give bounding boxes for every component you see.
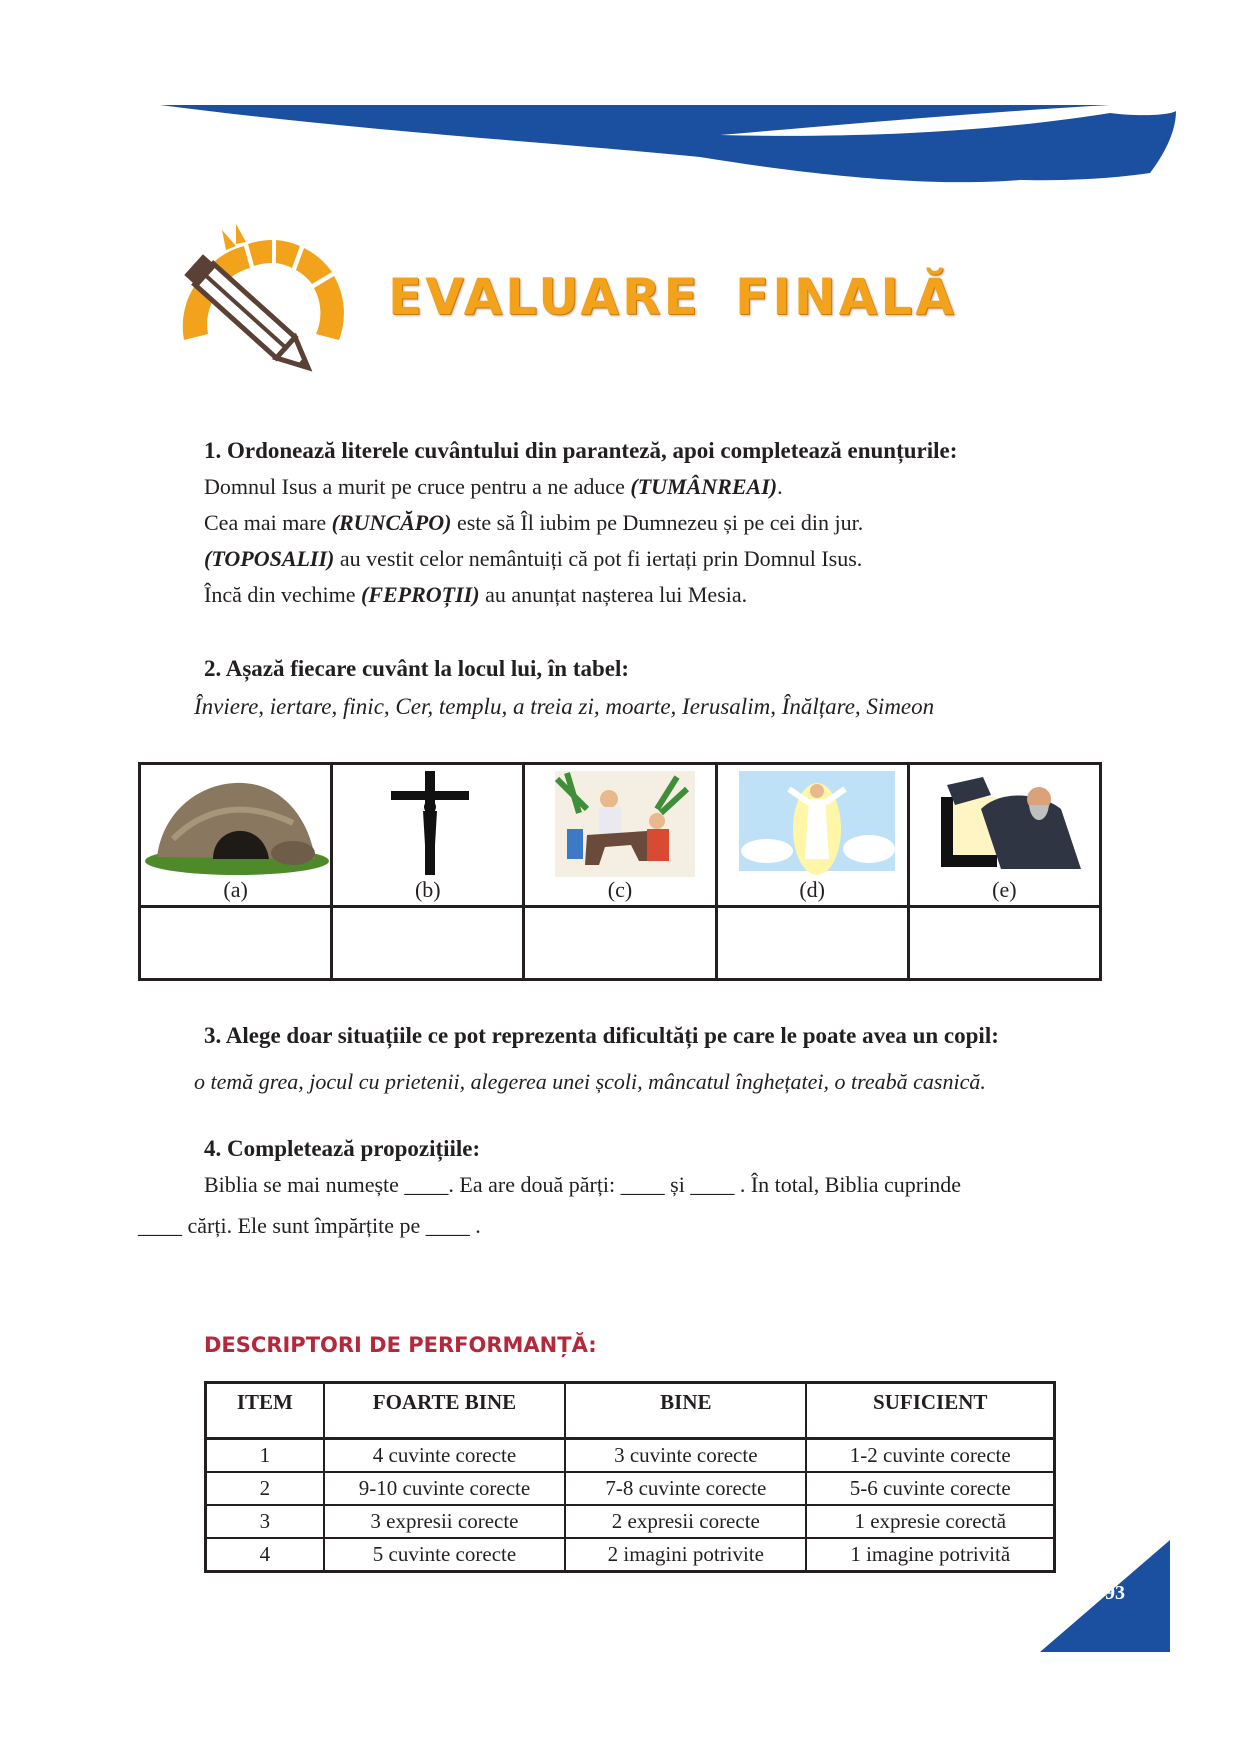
cell: 3 expresii corecte <box>324 1505 565 1538</box>
header-item: ITEM <box>206 1383 324 1439</box>
page-number: 93 <box>1105 1582 1125 1604</box>
table-row <box>206 1505 1055 1538</box>
exercise-1-line-4: Încă din vechime (FEPROȚII) au anunțat nașterea lui Mesia. <box>204 582 748 607</box>
exercise-3-options: o temă grea, jocul cu prietenii, alegerea unei școli, mâncatul înghețatei, o treabă casnică. <box>194 1069 986 1094</box>
cell: 1 imagine potrivită <box>806 1538 1054 1572</box>
answer-cell-b[interactable] <box>332 907 524 980</box>
cell: 2 imagini potrivite <box>565 1538 806 1572</box>
table-row <box>206 1439 1055 1473</box>
answer-cell-c[interactable] <box>524 907 716 980</box>
exercise-1-title: 1. Ordonează literele cuvântului din paranteză, apoi completează enunțurile: <box>204 438 958 463</box>
cell: 5-6 cuvinte corecte <box>806 1472 1054 1505</box>
cell: 2 <box>206 1472 324 1505</box>
picture-cell-b <box>332 764 524 907</box>
table-row <box>206 1538 1055 1572</box>
cell: 5 cuvinte corecte <box>324 1538 565 1572</box>
caption-c: (c) <box>607 877 633 902</box>
header-bine: BINE <box>565 1383 806 1439</box>
page-title: EVALUARE FINALĂ <box>388 268 957 326</box>
exercise-4-title: 4. Completează propozițiile: <box>204 1136 481 1161</box>
exercise-1-line-1: Domnul Isus a murit pe cruce pentru a ne aduce (TUMÂNREAI). <box>204 474 783 499</box>
exercise-1-line-2: Cea mai mare (RUNCĂPO) este să Îl iubim pe Dumnezeu și pe cei din jur. <box>204 510 864 535</box>
simeon-image <box>911 769 1097 879</box>
caption-e: (e) <box>992 877 1017 902</box>
table-row <box>206 1472 1055 1505</box>
caption-a: (a) <box>223 877 248 902</box>
cell: 1 expresie corectă <box>806 1505 1054 1538</box>
picture-cell-d <box>716 764 908 907</box>
ascension-image <box>719 769 905 879</box>
exercise-4-line-1: Biblia se mai numește ____. Ea are două părți: ____ și ____ . În total, Biblia cuprinde <box>204 1172 962 1197</box>
cell: 9-10 cuvinte corecte <box>324 1472 565 1505</box>
exercise-1-line-3: (TOPOSALII) au vestit celor nemântuiți că pot fi iertați prin Domnul Isus. <box>204 546 863 571</box>
crucifix-image <box>335 769 521 879</box>
exercise-3-title: 3. Alege doar situațiile ce pot reprezenta dificultăți pe care le poate avea un copil: <box>204 1023 999 1048</box>
palm-sunday-image <box>527 769 713 879</box>
picture-cell-c <box>524 764 716 907</box>
picture-cell-e <box>908 764 1100 907</box>
caption-d: (d) <box>799 877 825 902</box>
cell: 2 expresii corecte <box>565 1505 806 1538</box>
picture-cell-a <box>140 764 332 907</box>
exercise-2-title: 2. Așază fiecare cuvânt la locul lui, în tabel: <box>204 656 630 681</box>
caption-b: (b) <box>414 877 441 902</box>
sun-pencil-logo <box>174 222 344 397</box>
exercise-4-line-2: ____ cărți. Ele sunt împărțite pe ____ . <box>138 1213 481 1238</box>
header-suficient: SUFICIENT <box>806 1383 1054 1439</box>
cell: 3 cuvinte corecte <box>565 1439 806 1473</box>
header-foarte-bine: FOARTE BINE <box>324 1383 565 1439</box>
cell: 1 <box>206 1439 324 1473</box>
cell: 1-2 cuvinte corecte <box>806 1439 1054 1473</box>
cell: 7-8 cuvinte corecte <box>565 1472 806 1505</box>
cell: 4 <box>206 1538 324 1572</box>
picture-table <box>138 762 1102 981</box>
exercise-2-words: Înviere, iertare, finic, Cer, templu, a treia zi, moarte, Ierusalim, Înălțare, Simeon <box>194 694 935 719</box>
cell: 3 <box>206 1505 324 1538</box>
answer-cell-d[interactable] <box>716 907 908 980</box>
table-header-row <box>206 1383 1055 1439</box>
cell: 4 cuvinte corecte <box>324 1439 565 1473</box>
header-swoosh <box>0 95 1240 195</box>
answer-cell-a[interactable] <box>140 907 332 980</box>
descriptors-heading: DESCRIPTORI DE PERFORMANȚĂ: <box>204 1333 597 1357</box>
cave-tomb-image <box>143 769 329 879</box>
performance-table <box>204 1381 1056 1573</box>
answer-cell-e[interactable] <box>908 907 1100 980</box>
